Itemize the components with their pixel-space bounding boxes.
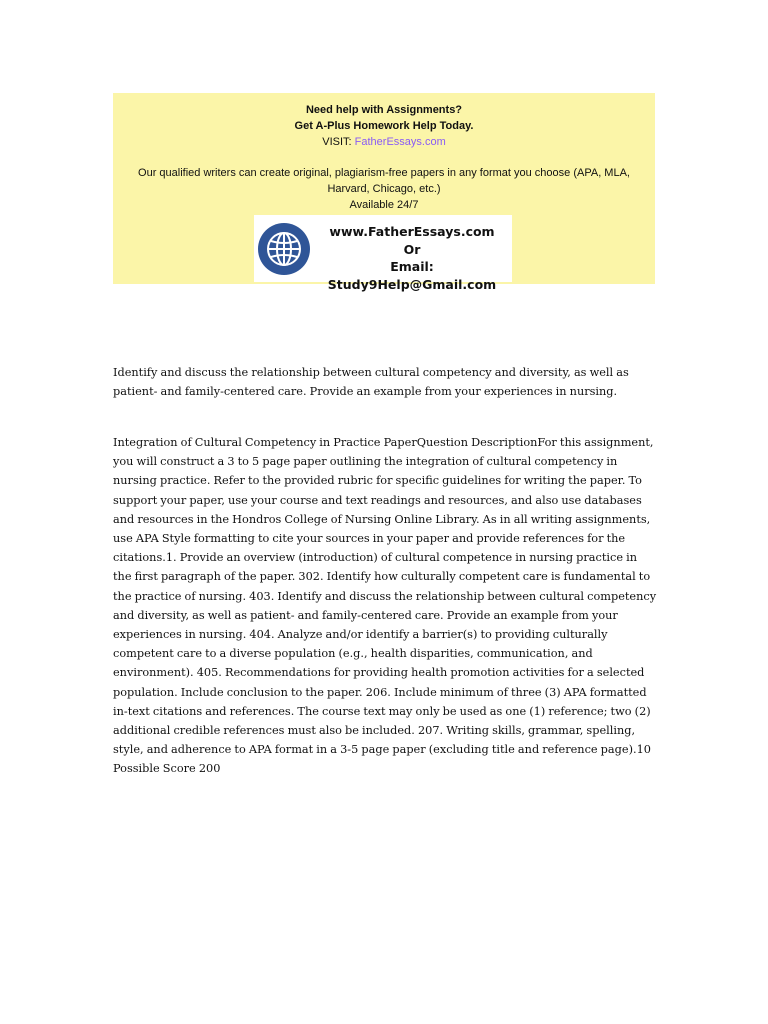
contact-text <box>314 223 510 293</box>
contact-website[interactable]: www.FatherEssays.com <box>329 224 495 239</box>
contact-or: Or <box>403 241 421 257</box>
question-text: Identify and discuss the relationship between cultural competency and diversity, as well as patient- and family-centered care. Provide an example from your experiences in nursing. <box>113 366 629 399</box>
contact-email[interactable]: Email: Study9Help@Gmail.com <box>327 259 497 292</box>
banner-description: Our qualified writers can create original, plagiarism-free papers in any format you choose (APA, MLA, Harvard, Chicago, etc.) <box>138 167 630 195</box>
banner-spacer <box>113 150 655 165</box>
assignment-description: Integration of Cultural Competency in Practice PaperQuestion DescriptionFor this assignment, you will construct a 3 to 5 page paper outlining the integration of cultural competency in nursing practice. Refer to the provided rubric for specific guidelines for writing the paper. To support your paper, use your course and text readings and resources, and also use databases and resources in the Hondros College of Nursing Online Library. As in all writing assignments, use APA Style formatting to cite your sources in your paper and provide references for the citations.1. Provide an overview (introduction) of cultural competence in nursing practice in the first paragraph of the paper. 302. Identify how culturally competent care is fundamental to the practice of nursing. 403. Identify and discuss the relationship between cultural competency and diversity, as well as patient- and family-centered care. Provide an example from your experiences in nursing. 404. Analyze and/or identify a barrier(s) to providing culturally competent care to a diverse population (e.g., health disparities, communication, and environment). 405. Recommendations for providing health promotion activities for a selected population. Include conclusion to the paper. 206. Include minimum of three (3) APA formatted in-text citations and references. The course text may only be used as one (1) reference; two (2) additional credible references must also be included. 207. Writing skills, grammar, spelling, style, and adherence to APA format in a 3-5 page paper (excluding title and reference page).10 Possible Score 200 <box>113 436 657 776</box>
visit-link[interactable]: FatherEssays.com <box>354 136 446 148</box>
banner-headline: Need help with Assignments? <box>305 104 463 116</box>
banner-subheadline: Get A-Plus Homework Help Today. <box>294 120 474 132</box>
banner-availability: Available 24/7 <box>349 199 419 211</box>
ad-banner <box>113 93 655 292</box>
banner-visit-line <box>113 134 655 150</box>
visit-prefix: VISIT: <box>322 136 355 148</box>
globe-icon <box>258 223 310 275</box>
contact-card <box>254 215 512 292</box>
